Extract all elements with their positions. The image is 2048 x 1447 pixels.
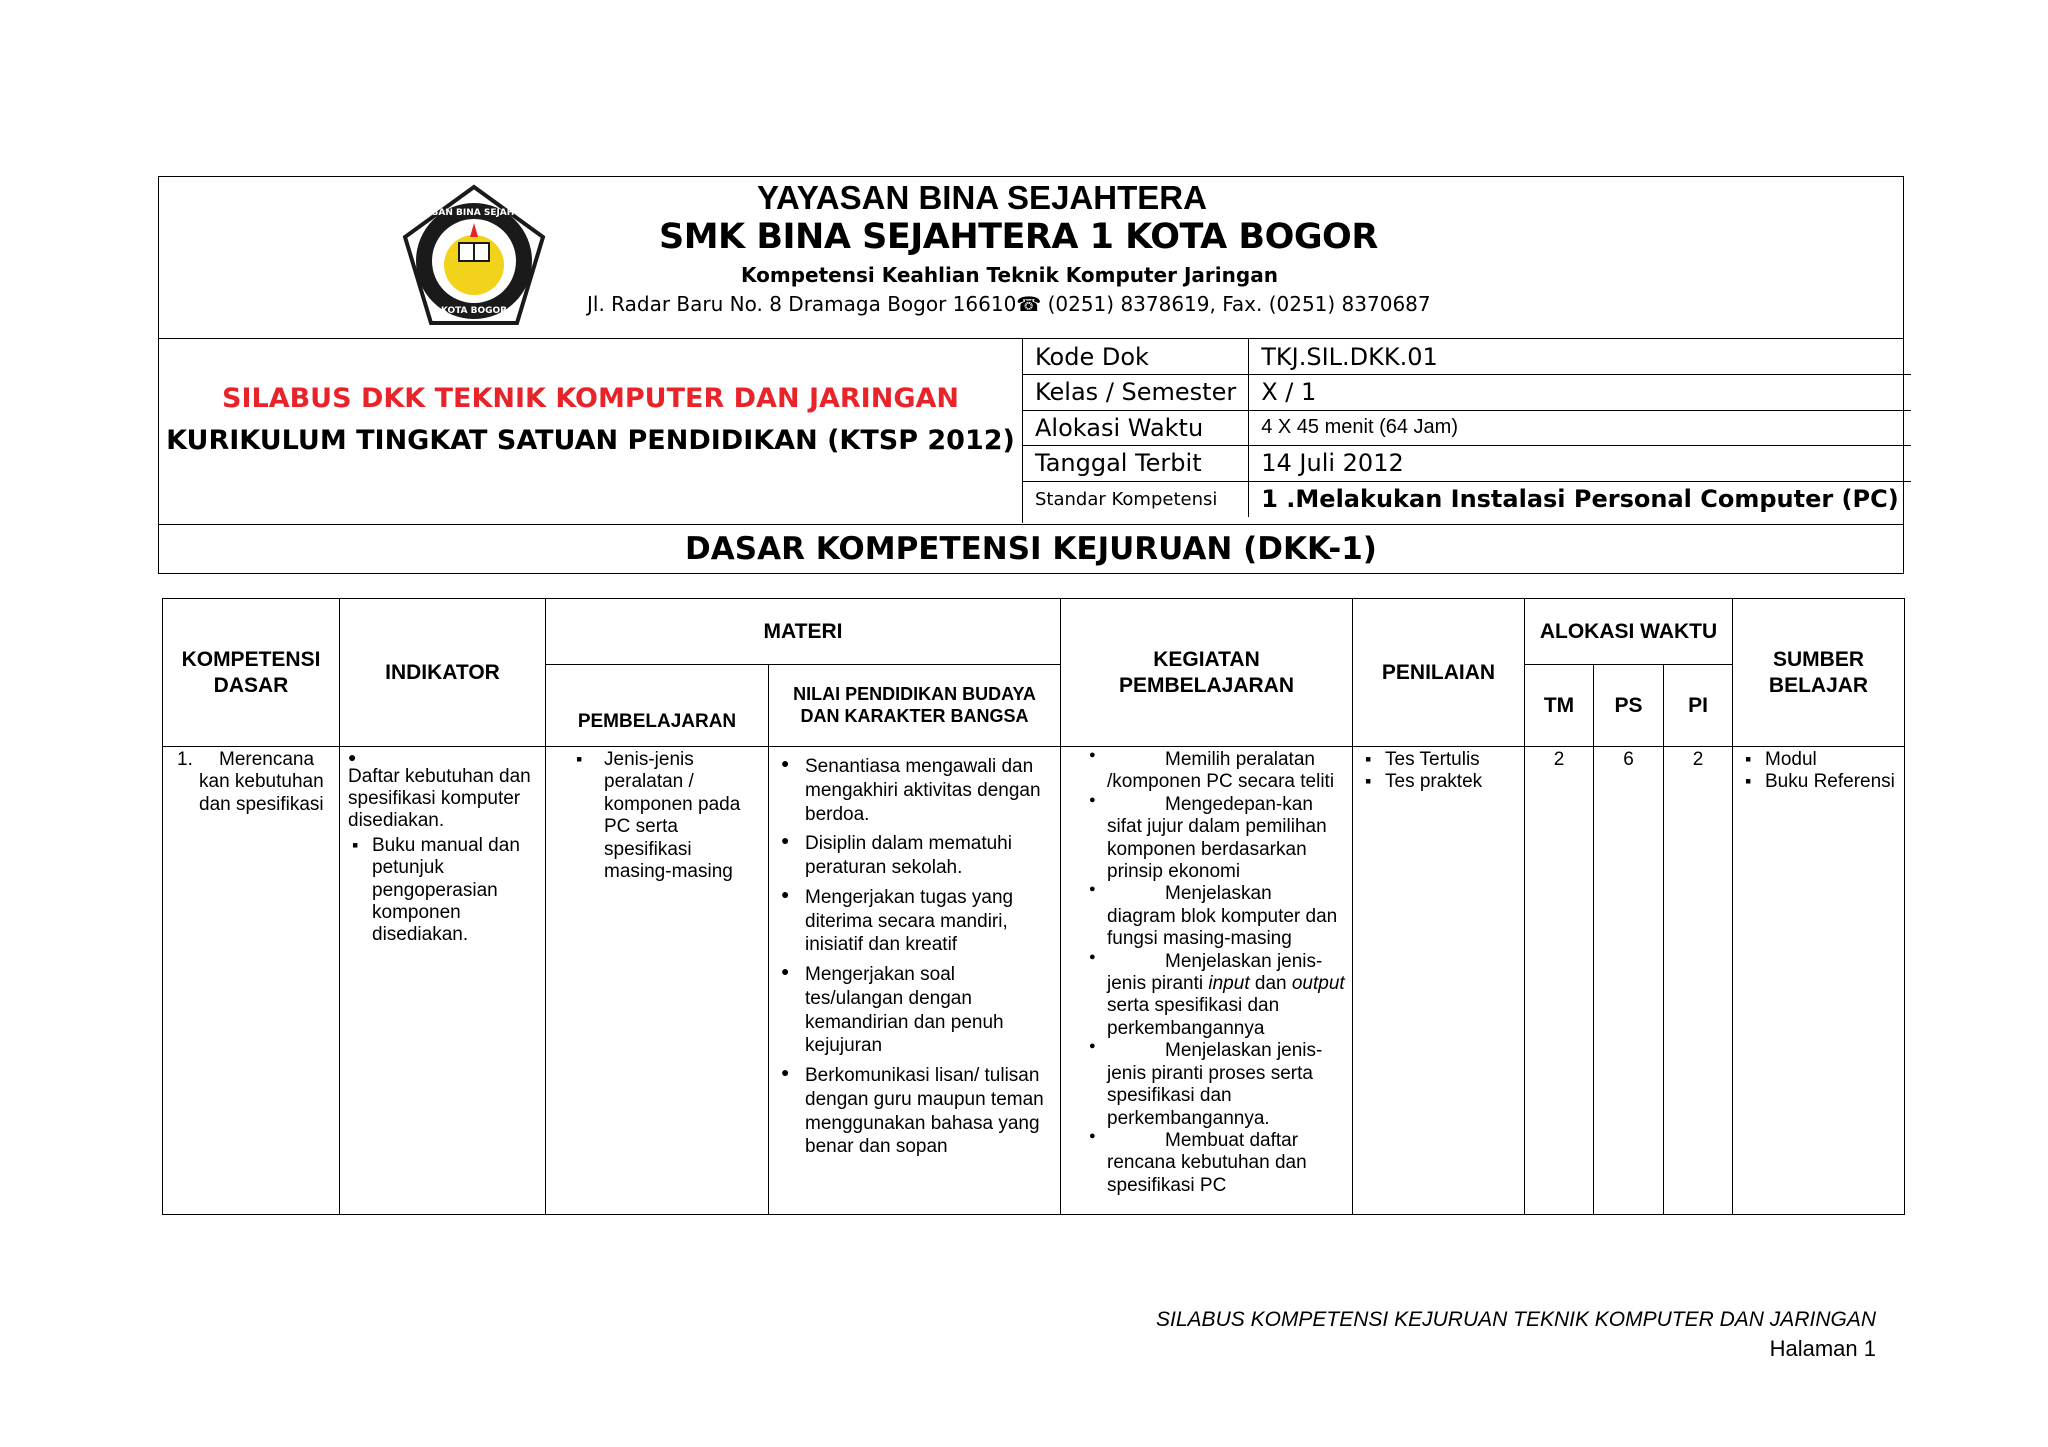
meta-value: 4 X 45 menit (64 Jam): [1249, 410, 1911, 446]
list-item: ▪ Buku manual dan petunjuk pengoperasian komponen disediakan.: [344, 835, 541, 947]
kegiatan-rest: diagram blok komputer dan fungsi masing-masing: [1107, 905, 1338, 950]
meta-label: Standar Kompetensi: [1023, 481, 1249, 517]
meta-value: 1 .Melakukan Instalasi Personal Computer (PC): [1261, 485, 1899, 513]
meta-row-standar: [1023, 481, 1911, 517]
school-header: [159, 177, 1903, 339]
document-info: [159, 339, 1903, 525]
header-alokasi: ALOKASI WAKTU: [1525, 599, 1733, 665]
tm-value: 2: [1525, 747, 1594, 1215]
header-tm: TM: [1525, 665, 1594, 747]
page-number: Halaman 1: [1769, 1336, 1876, 1361]
syllabus-table: [162, 598, 1905, 1215]
header-pi: PI: [1664, 665, 1733, 747]
svg-text:YAYASAN BINA SEJAHTERA: YAYASAN BINA SEJAHTERA: [407, 208, 541, 218]
meta-label: Alokasi Waktu: [1023, 410, 1249, 446]
silabus-title: SILABUS DKK TEKNIK KOMPUTER DAN JARINGAN: [222, 383, 959, 414]
header-penilaian: PENILAIAN: [1353, 599, 1525, 747]
meta-row-kode: [1023, 339, 1911, 375]
header-nilai: NILAI PENDIDIKAN BUDAYA DAN KARAKTER BANGSA: [769, 665, 1061, 747]
list-item: ● Disiplin dalam mematuhi peraturan sekolah.: [773, 832, 1056, 880]
kompetensi-number: 1.: [177, 749, 193, 770]
meta-value: X / 1: [1249, 375, 1911, 411]
school-address: Jl. Radar Baru No. 8 Dramaga Bogor 16610☎ (0251) 8378619, Fax. (0251) 8370687: [587, 292, 1431, 316]
indikator-first: [344, 766, 541, 833]
list-item: [1085, 794, 1348, 884]
header-indikator: INDIKATOR: [340, 599, 546, 747]
meta-row-tanggal: [1023, 446, 1911, 482]
kegiatan-first: ● Memilih peralatan: [1165, 749, 1315, 770]
document-title-block: [159, 339, 1023, 523]
footer-title: SILABUS KOMPETENSI KEJURUAN TEKNIK KOMPUTER DAN JARINGAN: [1156, 1308, 1876, 1331]
nilai-list: [773, 755, 1056, 1159]
indikator-list: [344, 835, 541, 947]
header-row-1: [163, 599, 1905, 665]
meta-label: Kelas / Semester: [1023, 375, 1249, 411]
sumber-cell: [1733, 747, 1905, 1215]
kegiatan-rest: sifat jujur dalam pemilihan komponen berdasarkan prinsip ekonomi: [1107, 816, 1327, 883]
pembelajaran-cell: [546, 747, 769, 1215]
svg-text:KOTA BOGOR: KOTA BOGOR: [440, 306, 508, 316]
sumber-list: [1737, 749, 1900, 794]
list-item: ● Mengerjakan tugas yang diterima secara mandiri, inisiatif dan kreatif: [773, 886, 1056, 957]
bullet-icon: ●: [348, 749, 357, 765]
meta-label: Kode Dok: [1023, 339, 1249, 375]
list-item: [1085, 749, 1348, 794]
list-item: ▪ Modul: [1737, 749, 1900, 771]
school-logo-icon: [399, 183, 549, 331]
header-materi: MATERI: [546, 599, 1061, 665]
header-ps: PS: [1594, 665, 1664, 747]
kegiatan-rest: jenis piranti proses serta spesifikasi dan perkembangannya.: [1107, 1062, 1313, 1129]
kegiatan-rest: dan: [1249, 973, 1292, 995]
meta-value: 14 Juli 2012: [1249, 446, 1911, 482]
curriculum-title: KURIKULUM TINGKAT SATUAN PENDIDIKAN (KTSP 2012): [166, 425, 1015, 456]
header-sumber: SUMBER BELAJAR: [1733, 599, 1905, 747]
kegiatan-list: [1065, 749, 1348, 1197]
kegiatan-rest: /komponen PC secara teliti: [1107, 771, 1335, 793]
kegiatan-rest: serta spesifikasi dan perkembangannya: [1107, 995, 1280, 1039]
penilaian-cell: [1353, 747, 1525, 1215]
pembelajaran-list: [550, 749, 764, 883]
kegiatan-first: ● Membuat daftar: [1165, 1129, 1299, 1151]
kegiatan-first: ● Menjelaskan jenis-: [1165, 950, 1323, 972]
school-name: SMK BINA SEJAHTERA 1 KOTA BOGOR: [659, 217, 1378, 257]
meta-label: Tanggal Terbit: [1023, 446, 1249, 482]
list-item: ● Senantiasa mengawali dan mengakhiri aktivitas dengan berdoa.: [773, 755, 1056, 826]
indikator-cell: [340, 747, 546, 1215]
list-item: [1085, 1130, 1348, 1197]
document-meta-table: [1023, 339, 1911, 517]
kegiatan-first: ● Menjelaskan jenis-: [1165, 1040, 1323, 1062]
list-item: ▪ Jenis-jenis peralatan / komponen pada PC serta spesifikasi masing-masing: [568, 749, 764, 883]
indikator-text: Daftar kebutuhan dan spesifikasi komputer disediakan.: [348, 765, 531, 832]
kegiatan-rest: jenis piranti: [1107, 973, 1209, 995]
kegiatan-italic: input: [1208, 973, 1250, 995]
ps-value: 6: [1594, 747, 1664, 1215]
list-item: ▪ Tes praktek: [1357, 771, 1520, 793]
list-item: ● Berkomunikasi lisan/ tulisan dengan guru maupun teman menggunakan bahasa yang benar dan sopan: [773, 1064, 1056, 1159]
kegiatan-first: ● Menjelaskan: [1165, 883, 1272, 905]
meta-row-kelas: [1023, 375, 1911, 411]
kompetensi-item: [177, 749, 335, 816]
list-item: [1085, 1040, 1348, 1130]
kegiatan-italic: output: [1291, 973, 1345, 995]
list-item: ▪ Buku Referensi: [1737, 771, 1900, 793]
list-item: [1085, 883, 1348, 950]
dkk-title: DASAR KOMPETENSI KEJURUAN (DKK-1): [685, 531, 1377, 567]
document-header: [158, 176, 1904, 574]
meta-row-alokasi: [1023, 410, 1911, 446]
header-kompetensi: KOMPETENSI DASAR: [163, 599, 340, 747]
program-name: Kompetensi Keahlian Teknik Komputer Jaringan: [741, 263, 1278, 287]
kompetensi-text: Merencana kan kebutuhan dan spesifikasi: [199, 749, 324, 815]
list-item: [1085, 951, 1348, 1041]
table-row: [163, 747, 1905, 1215]
list-item: ● Mengerjakan soal tes/ulangan dengan kemandirian dan penuh kejujuran: [773, 963, 1056, 1058]
header-kegiatan: KEGIATAN PEMBELAJARAN: [1061, 599, 1353, 747]
kegiatan-first: ● Mengedepan-kan: [1165, 793, 1313, 815]
penilaian-list: [1357, 749, 1520, 794]
nilai-cell: [769, 747, 1061, 1215]
kegiatan-cell: [1061, 747, 1353, 1215]
pi-value: 2: [1664, 747, 1733, 1215]
header-pembelajaran: PEMBELAJARAN: [546, 665, 769, 747]
meta-value: TKJ.SIL.DKK.01: [1249, 339, 1911, 375]
list-item: ▪ Tes Tertulis: [1357, 749, 1520, 771]
kegiatan-rest: rencana kebutuhan dan spesifikasi PC: [1107, 1152, 1307, 1196]
foundation-name: YAYASAN BINA SEJAHTERA: [757, 179, 1207, 216]
